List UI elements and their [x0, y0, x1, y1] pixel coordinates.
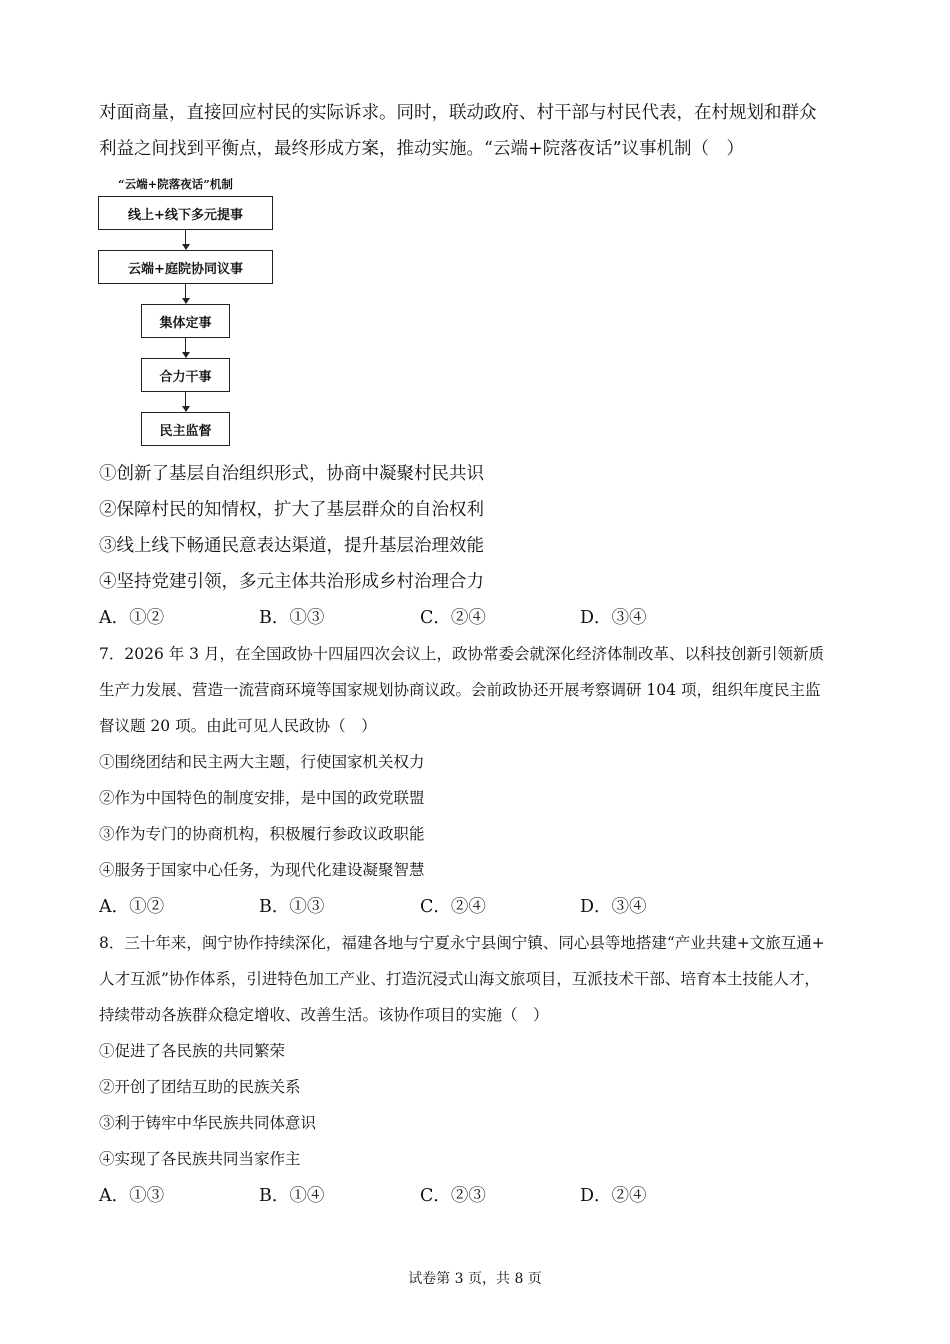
q7-text-line-3: 督议题 20 项。由此可见人民政协（ ） — [99, 717, 377, 735]
q6-statement-2: ②保障村民的知情权，扩大了基层群众的自治权利 — [99, 500, 484, 520]
flowchart-step-2: 云端+庭院协同议事 — [98, 250, 273, 284]
q6-option-d[interactable]: D．③④ — [580, 608, 647, 628]
q8-option-b[interactable]: B．①④ — [259, 1186, 325, 1206]
flowchart-arrow-4 — [185, 392, 186, 411]
flowchart-title: “云端+院落夜话”机制 — [118, 177, 233, 191]
q7-statement-2: ②作为中国特色的制度安排，是中国的政党联盟 — [99, 789, 425, 807]
q6-text-line-1: 对面商量，直接回应村民的实际诉求。同时，联动政府、村干部与村民代表，在村规划和群众 — [99, 103, 817, 123]
q8-option-d[interactable]: D．②④ — [580, 1186, 647, 1206]
q6-statement-1: ①创新了基层自治组织形式，协商中凝聚村民共识 — [99, 464, 484, 484]
q7-option-a[interactable]: A．①② — [99, 897, 165, 917]
q8-text-line-3: 持续带动各族群众稳定增收、改善生活。该协作项目的实施（ ） — [99, 1006, 549, 1024]
page-footer: 试卷第 3 页，共 8 页 — [408, 1271, 542, 1287]
q8-statement-3: ③利于铸牢中华民族共同体意识 — [99, 1114, 317, 1132]
q7-option-c[interactable]: C．②④ — [420, 897, 486, 917]
flowchart-step-4: 合力干事 — [141, 358, 230, 392]
q7-statement-1: ①围绕团结和民主两大主题，行使国家机关权力 — [99, 753, 425, 771]
q8-statement-1: ①促进了各民族的共同繁荣 — [99, 1042, 286, 1060]
flowchart-step-5: 民主监督 — [141, 412, 230, 446]
q8-text-line-2: 人才互派”协作体系，引进特色加工产业、打造沉浸式山海文旅项目，互派技术干部、培育本土技能人才， — [99, 970, 820, 988]
q6-option-c[interactable]: C．②④ — [420, 608, 486, 628]
q8-text-line-1: 8．三十年来，闽宁协作持续深化，福建各地与宁夏永宁县闽宁镇、同心县等地搭建“产业共建+文旅互通+ — [99, 934, 825, 952]
q7-text-line-1: 7．2026 年 3 月，在全国政协十四届四次会议上，政协常委会就深化经济体制改革、以科技创新引领新质 — [99, 645, 824, 663]
q8-statement-4: ④实现了各民族共同当家作主 — [99, 1150, 301, 1168]
q6-statement-3: ③线上线下畅通民意表达渠道，提升基层治理效能 — [99, 536, 484, 556]
q6-text-line-2: 利益之间找到平衡点，最终形成方案，推动实施。“云端+院落夜话”议事机制（ ） — [99, 139, 745, 159]
q7-statement-4: ④服务于国家中心任务，为现代化建设凝聚智慧 — [99, 861, 425, 879]
q6-statement-4: ④坚持党建引领，多元主体共治形成乡村治理合力 — [99, 572, 484, 592]
flowchart-step-3: 集体定事 — [141, 304, 230, 338]
q7-statement-3: ③作为专门的协商机构，积极履行参政议政职能 — [99, 825, 425, 843]
q6-option-b[interactable]: B．①③ — [259, 608, 325, 628]
q8-option-c[interactable]: C．②③ — [420, 1186, 486, 1206]
flowchart-arrow-1 — [185, 230, 186, 249]
q8-statement-2: ②开创了团结互助的民族关系 — [99, 1078, 301, 1096]
q7-text-line-2: 生产力发展、营造一流营商环境等国家规划协商议政。会前政协还开展考察调研 104 项，组织年度民主监 — [99, 681, 821, 699]
flowchart-arrow-2 — [185, 284, 186, 303]
q7-option-d[interactable]: D．③④ — [580, 897, 647, 917]
q6-option-a[interactable]: A．①② — [99, 608, 165, 628]
flowchart-arrow-3 — [185, 338, 186, 357]
q8-option-a[interactable]: A．①③ — [99, 1186, 165, 1206]
flowchart-step-1: 线上+线下多元提事 — [98, 196, 273, 230]
q7-option-b[interactable]: B．①③ — [259, 897, 325, 917]
